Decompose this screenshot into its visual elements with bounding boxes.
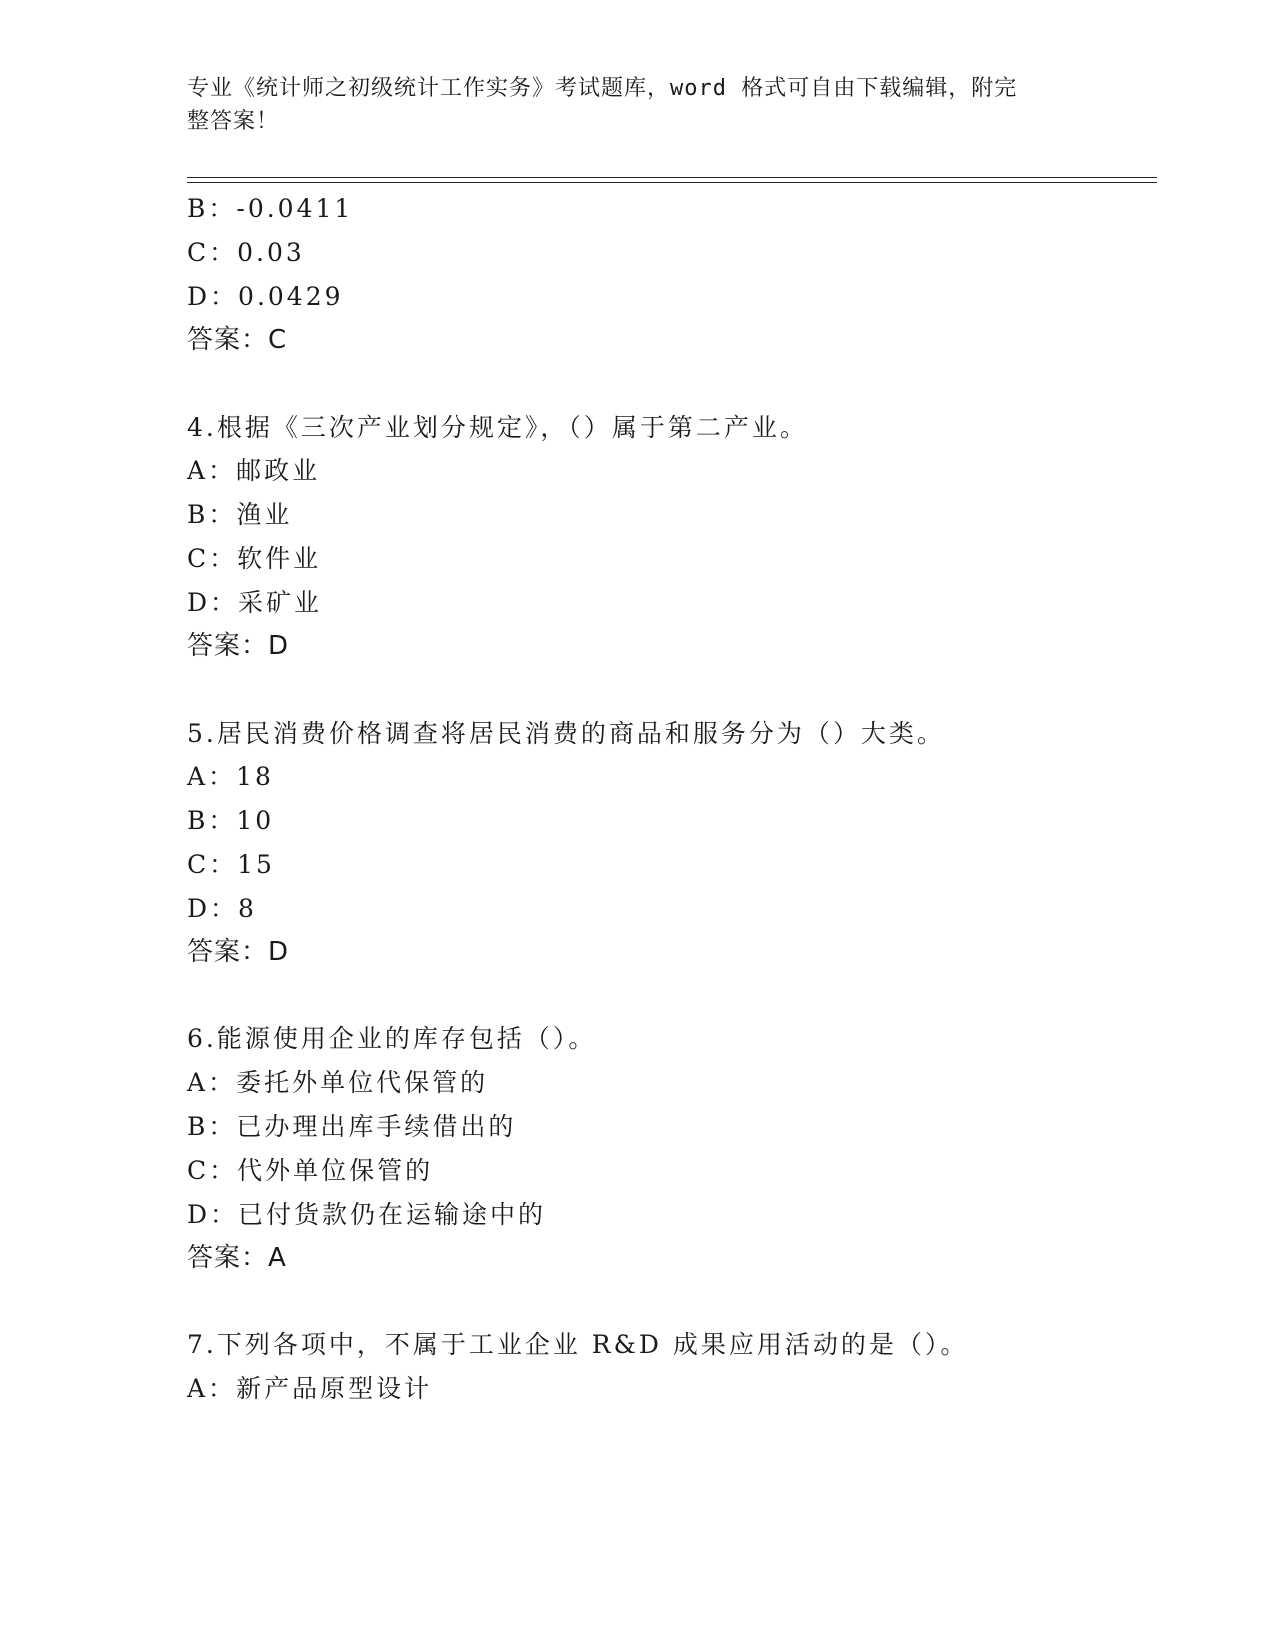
header-divider-bottom xyxy=(187,182,1157,183)
question-7-stem: 7.下列各项中，不属于工业企业 R&D 成果应用活动的是（）。 xyxy=(187,1330,969,1359)
header-divider-top xyxy=(187,177,1157,178)
answer-line: 答案：C xyxy=(187,325,288,355)
q4-option-d: D：采矿业 xyxy=(187,588,323,617)
q6-answer: 答案：A xyxy=(187,1243,287,1273)
document-header xyxy=(187,72,1067,138)
q6-option-d: D：已付货款仍在运输途中的 xyxy=(187,1200,547,1229)
option-d: D：0.0429 xyxy=(187,282,344,311)
q5-option-d: D：8 xyxy=(187,894,257,923)
option-c: C：0.03 xyxy=(187,238,305,267)
q4-option-b: B：渔业 xyxy=(187,500,293,529)
q7-option-a: A：新产品原型设计 xyxy=(187,1374,433,1403)
question-4-stem: 4.根据《三次产业划分规定》，（）属于第二产业。 xyxy=(187,413,808,442)
q4-answer: 答案：D xyxy=(187,631,290,661)
q5-option-b: B：10 xyxy=(187,806,275,835)
q6-option-a: A：委托外单位代保管的 xyxy=(187,1068,489,1097)
q4-option-a: A：邮政业 xyxy=(187,456,321,485)
q6-option-b: B：已办理出库手续借出的 xyxy=(187,1112,517,1141)
header-line-2: 整答案！ xyxy=(187,109,280,134)
option-b: B：-0.0411 xyxy=(187,194,354,223)
header-line-1: 专业《统计师之初级统计工作实务》考试题库，word 格式可自由下载编辑，附完 xyxy=(187,76,1018,101)
q6-option-c: C：代外单位保管的 xyxy=(187,1156,434,1185)
question-5-stem: 5.居民消费价格调查将居民消费的商品和服务分为（）大类。 xyxy=(187,719,945,748)
q5-option-a: A：18 xyxy=(187,762,274,791)
q5-option-c: C：15 xyxy=(187,850,275,879)
q4-option-c: C：软件业 xyxy=(187,544,322,573)
q5-answer: 答案：D xyxy=(187,937,290,967)
question-6-stem: 6.能源使用企业的库存包括（）。 xyxy=(187,1024,597,1053)
